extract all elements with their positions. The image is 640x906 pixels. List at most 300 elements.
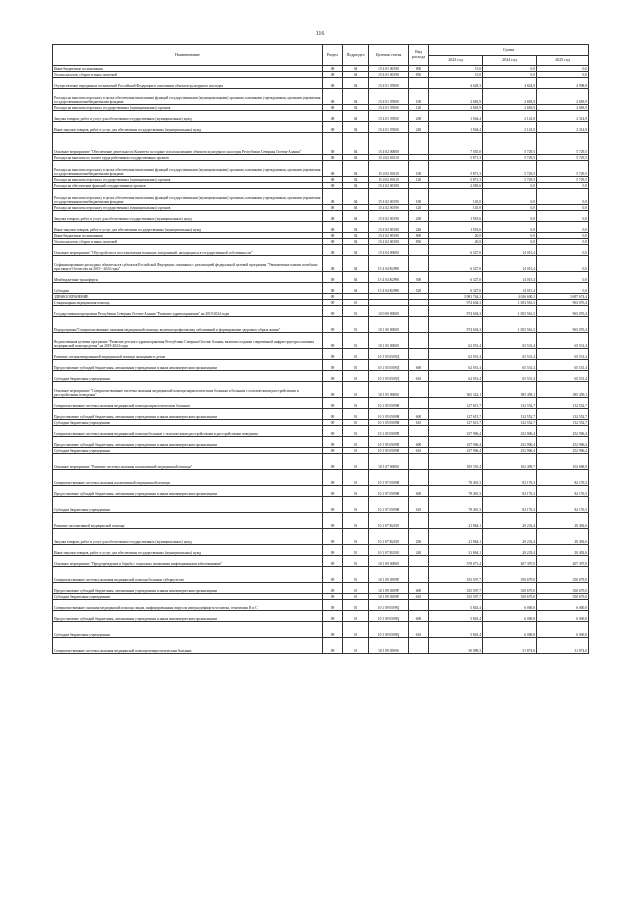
budget-table bbox=[52, 44, 589, 654]
cell-target: 15 4 01 59500 bbox=[369, 122, 409, 133]
cell-target: 10 1 09 0509Р bbox=[369, 567, 409, 583]
cell-name: Расходы на выплаты по оплате труда работников государственных органов bbox=[53, 155, 323, 161]
cell-2024: 82 176,3 bbox=[483, 486, 537, 497]
table-row bbox=[53, 426, 589, 437]
cell-2024: 132 552,7 bbox=[483, 420, 537, 426]
cell-kind: 600 bbox=[409, 583, 429, 594]
cell-subsection: 01 bbox=[343, 409, 369, 420]
cell-2025: 5 729,5 bbox=[537, 155, 589, 161]
cell-subsection: 04 bbox=[343, 222, 369, 233]
cell-kind bbox=[409, 245, 429, 256]
cell-name: Межбюджетные трансферты bbox=[53, 272, 323, 283]
cell-section: 08 bbox=[323, 183, 343, 189]
cell-2024: 0,0 bbox=[483, 211, 537, 222]
cell-kind bbox=[409, 600, 429, 611]
table-row bbox=[53, 567, 589, 583]
table-row bbox=[53, 513, 589, 529]
cell-target: 10 1 09 00000 bbox=[369, 556, 409, 567]
cell-name: Закупка товаров, работ и услуг для обеспечения государственных (муниципальных) нужд bbox=[53, 111, 323, 122]
table-row bbox=[53, 111, 589, 122]
cell-name: Иные закупки товаров, работ и услуг для обеспечения государственных (муниципальных) нужд bbox=[53, 222, 323, 233]
cell-2023: 1 918,6 bbox=[429, 211, 483, 222]
cell-2024: 0,0 bbox=[483, 222, 537, 233]
cell-section: 09 bbox=[323, 333, 343, 349]
cell-subsection: 04 bbox=[343, 205, 369, 211]
cell-2023: 5 871,3 bbox=[429, 177, 483, 183]
cell-2025: 6 000,0 bbox=[537, 622, 589, 638]
cell-target: 10 1 05 0509П bbox=[369, 437, 409, 448]
cell-subsection: 01 bbox=[343, 470, 369, 486]
cell-subsection: 04 bbox=[343, 133, 369, 155]
cell-2025: 132 552,7 bbox=[537, 398, 589, 409]
cell-target: 10 1 07 R2010 bbox=[369, 545, 409, 556]
cell-name: Совершенствование системы оказания медицинской помощи больным туберкулезом bbox=[53, 567, 323, 583]
cell-name: Предоставление субсидий бюджетным, автономным учреждениям и иным некоммерческим организациям bbox=[53, 409, 323, 420]
cell-subsection: 04 bbox=[343, 256, 369, 272]
cell-target: 10 1 09 0509Q bbox=[369, 600, 409, 611]
cell-target: 10 1 09 0509Р bbox=[369, 594, 409, 600]
cell-2024: 2 683,9 bbox=[483, 105, 537, 111]
cell-2025: 4 998,8 bbox=[537, 78, 589, 89]
cell-target: 10 0 00 00000 bbox=[369, 306, 409, 317]
cell-2023: 127 615,7 bbox=[429, 420, 483, 426]
cell-name: Расходы на выплаты персоналу государственных (муниципальных) органов bbox=[53, 105, 323, 111]
cell-kind: 200 bbox=[409, 529, 429, 545]
cell-section: 09 bbox=[323, 611, 343, 622]
cell-2023: 15,0 bbox=[429, 66, 483, 72]
table-row bbox=[53, 283, 589, 294]
cell-2025: 20 492,6 bbox=[537, 513, 589, 529]
cell-2023: 237 906,4 bbox=[429, 448, 483, 454]
table-row bbox=[53, 245, 589, 256]
cell-kind: 500 bbox=[409, 272, 429, 283]
table-row bbox=[53, 122, 589, 133]
cell-name: Расходы на выплаты персоналу в целях обеспечения выполнения функций государственными (муниципальными) органами, казенными учреждениями, органами управления государственными внебюджетными фондами bbox=[53, 189, 323, 205]
cell-2025: 252 906,4 bbox=[537, 448, 589, 454]
cell-subsection: 04 bbox=[343, 161, 369, 177]
cell-2025: 82 176,3 bbox=[537, 497, 589, 513]
cell-section: 09 bbox=[323, 454, 343, 470]
cell-section: 08 bbox=[323, 189, 343, 205]
table-row bbox=[53, 437, 589, 448]
cell-kind: 100 bbox=[409, 89, 429, 105]
cell-2023: 78 491,3 bbox=[429, 497, 483, 513]
cell-section: 09 bbox=[323, 382, 343, 398]
cell-subsection: 01 bbox=[343, 426, 369, 437]
cell-2025: 5 729,5 bbox=[537, 133, 589, 155]
cell-section: 09 bbox=[323, 306, 343, 317]
cell-kind: 600 bbox=[409, 611, 429, 622]
header-2023: 2023 год bbox=[429, 56, 483, 66]
table-row bbox=[53, 638, 589, 654]
cell-section: 08 bbox=[323, 211, 343, 222]
cell-2023: 5 843,4 bbox=[429, 611, 483, 622]
cell-2023: 21 864,1 bbox=[429, 529, 483, 545]
cell-2024: 5 729,5 bbox=[483, 177, 537, 183]
cell-name: Основное мероприятие "Предупреждение и борьба с социально значимыми инфекционными заболеваниями" bbox=[53, 556, 323, 567]
cell-subsection: 01 bbox=[343, 611, 369, 622]
cell-subsection: 01 bbox=[343, 454, 369, 470]
cell-2023: 20,0 bbox=[429, 239, 483, 245]
cell-section: 08 bbox=[323, 161, 343, 177]
cell-name: Совершенствование системы оказания медицинской помощи наркологическим больным bbox=[53, 398, 323, 409]
cell-2023: 6 327,0 bbox=[429, 283, 483, 294]
cell-subsection: 01 bbox=[343, 420, 369, 426]
cell-section: 09 bbox=[323, 371, 343, 382]
cell-name: Совершенствование системы оказания медицинской помощи венерологическим больным bbox=[53, 638, 323, 654]
cell-2023: 5 843,4 bbox=[429, 600, 483, 611]
header-2025: 2025 год bbox=[537, 56, 589, 66]
cell-name: Предоставление субсидий бюджетным, автономным учреждениям и иным некоммерческим организациям bbox=[53, 360, 323, 371]
cell-2023: 1 944,4 bbox=[429, 122, 483, 133]
cell-kind: 200 bbox=[409, 111, 429, 122]
cell-2025: 963 076,4 bbox=[537, 306, 589, 317]
cell-section: 09 bbox=[323, 448, 343, 454]
cell-2025: 3 697 674,4 bbox=[537, 294, 589, 300]
cell-section: 09 bbox=[323, 409, 343, 420]
cell-target: 15 4 01 59500 bbox=[369, 78, 409, 89]
cell-2025: 0,0 bbox=[537, 233, 589, 239]
table-row bbox=[53, 497, 589, 513]
cell-name: Субсидии бюджетным учреждениям bbox=[53, 594, 323, 600]
cell-section: 08 bbox=[323, 256, 343, 272]
cell-section: 08 bbox=[323, 133, 343, 155]
cell-section: 09 bbox=[323, 638, 343, 654]
cell-2023: 145,0 bbox=[429, 189, 483, 205]
cell-name: Субсидии бюджетным учреждениям bbox=[53, 420, 323, 426]
cell-kind: 610 bbox=[409, 594, 429, 600]
header-name: Наименование bbox=[53, 45, 323, 66]
cell-target: 15 4 01 00190 bbox=[369, 72, 409, 78]
cell-target: 15 4 02 00000 bbox=[369, 133, 409, 155]
table-row bbox=[53, 371, 589, 382]
table-row bbox=[53, 333, 589, 349]
cell-name: Основное мероприятие "Обустройство и восстановление воинских захоронений, находящихся в государственной собственности" bbox=[53, 245, 323, 256]
cell-subsection: 04 bbox=[343, 283, 369, 294]
cell-section: 08 bbox=[323, 283, 343, 294]
cell-name: Софинансирование расходных обязательств субъектов Российской Федерации, связанных с реализацией федеральной целевой программы "Увековечение памяти погибших при защите Отечества на 2019 - 2024 годы" bbox=[53, 256, 323, 272]
cell-2025: 102 668,9 bbox=[537, 454, 589, 470]
cell-2024: 5 729,5 bbox=[483, 161, 537, 177]
cell-kind bbox=[409, 470, 429, 486]
cell-target: 15 4 02 00110 bbox=[369, 155, 409, 161]
cell-subsection: 04 bbox=[343, 122, 369, 133]
cell-kind: 610 bbox=[409, 497, 429, 513]
cell-2024: 6 000,0 bbox=[483, 600, 537, 611]
cell-section: 09 bbox=[323, 294, 343, 300]
cell-kind: 200 bbox=[409, 211, 429, 222]
cell-2025: 0,0 bbox=[537, 256, 589, 272]
cell-kind: 610 bbox=[409, 420, 429, 426]
cell-2025: 0,0 bbox=[537, 272, 589, 283]
cell-2025: 2 683,9 bbox=[537, 105, 589, 111]
cell-2025: 5 729,5 bbox=[537, 161, 589, 177]
cell-subsection: 01 bbox=[343, 349, 369, 360]
cell-kind bbox=[409, 317, 429, 333]
table-row bbox=[53, 486, 589, 497]
cell-2024: 65 531,4 bbox=[483, 360, 537, 371]
cell-name: Предоставление субсидий бюджетным, автономным учреждениям и иным некоммерческим организациям bbox=[53, 611, 323, 622]
cell-2023: 127 615,7 bbox=[429, 398, 483, 409]
cell-name: Расходы на выплаты персоналу в целях обеспечения выполнения функций государственными (муниципальными) органами, казенными учреждениями, органами управления государственными внебюджетными фондами bbox=[53, 89, 323, 105]
cell-2023: 100 355,4 bbox=[429, 454, 483, 470]
cell-kind: 100 bbox=[409, 189, 429, 205]
cell-section: 09 bbox=[323, 556, 343, 567]
cell-target: 15 4 02 00190 bbox=[369, 189, 409, 205]
cell-2025: 5 729,5 bbox=[537, 177, 589, 183]
cell-section: 09 bbox=[323, 470, 343, 486]
cell-2024: 4 824,9 bbox=[483, 78, 537, 89]
cell-2023: 974 604,3 bbox=[429, 300, 483, 306]
cell-2023: 365 322,1 bbox=[429, 382, 483, 398]
cell-subsection: 01 bbox=[343, 638, 369, 654]
cell-target: 10 1 09 0509Q bbox=[369, 622, 409, 638]
header-sum: Сумма bbox=[429, 45, 589, 56]
cell-2023: 237 906,4 bbox=[429, 437, 483, 448]
cell-name: Расходы на выплаты персоналу государственных (муниципальных) органов bbox=[53, 205, 323, 211]
cell-2024: 20 233,4 bbox=[483, 529, 537, 545]
cell-2025: 385 459,1 bbox=[537, 382, 589, 398]
cell-target: 10 1 05 0509Н bbox=[369, 398, 409, 409]
cell-2025: 252 906,4 bbox=[537, 426, 589, 437]
table-row bbox=[53, 611, 589, 622]
cell-2024: 1 053 561,3 bbox=[483, 317, 537, 333]
cell-section: 08 bbox=[323, 111, 343, 122]
cell-target: 15 4 01 59500 bbox=[369, 105, 409, 111]
table-row bbox=[53, 78, 589, 89]
cell-2025: 6 000,0 bbox=[537, 600, 589, 611]
cell-section: 09 bbox=[323, 513, 343, 529]
cell-kind bbox=[409, 133, 429, 155]
cell-section: 09 bbox=[323, 420, 343, 426]
cell-section: 08 bbox=[323, 105, 343, 111]
cell-2025: 0,0 bbox=[537, 189, 589, 205]
cell-kind: 600 bbox=[409, 486, 429, 497]
cell-2024: 31 874,0 bbox=[483, 638, 537, 654]
cell-subsection: 04 bbox=[343, 211, 369, 222]
cell-subsection: 04 bbox=[343, 72, 369, 78]
cell-section: 09 bbox=[323, 622, 343, 638]
cell-section: 08 bbox=[323, 245, 343, 256]
cell-kind: 120 bbox=[409, 177, 429, 183]
table-header bbox=[53, 45, 589, 66]
cell-name: Предоставление субсидий бюджетным, автономным учреждениям и иным некоммерческим организациям bbox=[53, 437, 323, 448]
cell-kind: 600 bbox=[409, 360, 429, 371]
cell-name: Осуществление переданных полномочий Российской Федерации в отношении объектов культурного наследия bbox=[53, 78, 323, 89]
cell-2023: 1 918,6 bbox=[429, 222, 483, 233]
cell-name: Подпрограмма"Совершенствование оказания медицинской помощи, включая профилактику заболеваний и формирование здорового образа жизни" bbox=[53, 317, 323, 333]
cell-section: 08 bbox=[323, 66, 343, 72]
cell-target: 10 1 07 0509Н bbox=[369, 497, 409, 513]
table-row bbox=[53, 583, 589, 594]
cell-name: ЗДРАВООХРАНЕНИЕ bbox=[53, 294, 323, 300]
table-row bbox=[53, 382, 589, 398]
cell-2023: 378 071,4 bbox=[429, 556, 483, 567]
cell-kind: 600 bbox=[409, 437, 429, 448]
cell-2023: 5 843,4 bbox=[429, 622, 483, 638]
cell-kind: 800 bbox=[409, 233, 429, 239]
cell-target: 10 1 05 0509Н bbox=[369, 409, 409, 420]
cell-name: Развитие паллиативной медицинской помощи bbox=[53, 513, 323, 529]
cell-subsection: 01 bbox=[343, 600, 369, 611]
cell-subsection: 04 bbox=[343, 89, 369, 105]
cell-target: 10 1 09 0509Q bbox=[369, 611, 409, 622]
cell-2025: 132 552,7 bbox=[537, 420, 589, 426]
cell-2025: 407 397,0 bbox=[537, 556, 589, 567]
cell-2024: 2 683,9 bbox=[483, 89, 537, 105]
cell-target: 15 4 04 R2990 bbox=[369, 272, 409, 283]
cell-name: Субсидии бюджетным учреждениям bbox=[53, 497, 323, 513]
cell-2024: 14 015,4 bbox=[483, 256, 537, 272]
cell-2025: 31 874,0 bbox=[537, 638, 589, 654]
cell-2024: 252 906,4 bbox=[483, 426, 537, 437]
cell-subsection: 01 bbox=[343, 567, 369, 583]
cell-2024: 5 729,5 bbox=[483, 155, 537, 161]
cell-target: 10 1 07 0509Н bbox=[369, 486, 409, 497]
cell-section: 08 bbox=[323, 155, 343, 161]
cell-section: 08 bbox=[323, 89, 343, 105]
table-row bbox=[53, 349, 589, 360]
cell-section: 09 bbox=[323, 317, 343, 333]
cell-subsection: 01 bbox=[343, 371, 369, 382]
cell-section: 08 bbox=[323, 122, 343, 133]
cell-target: 15 4 02 00190 bbox=[369, 183, 409, 189]
cell-name: Расходы на выплаты персоналу в целях обеспечения выполнения функций государственными (муниципальными) органами, казенными учреждениями, органами управления государственными внебюджетными фондами bbox=[53, 161, 323, 177]
cell-2024: 20 233,4 bbox=[483, 545, 537, 556]
cell-2023: 974 604,3 bbox=[429, 317, 483, 333]
cell-target: 15 4 01 59500 bbox=[369, 89, 409, 105]
cell-kind: 240 bbox=[409, 122, 429, 133]
cell-target: 10 1 07 R2010 bbox=[369, 529, 409, 545]
cell-2024: 82 176,3 bbox=[483, 470, 537, 486]
cell-subsection: 01 bbox=[343, 529, 369, 545]
cell-kind bbox=[409, 398, 429, 409]
page-number: 116 bbox=[315, 31, 325, 37]
table-row bbox=[53, 622, 589, 638]
cell-target: 10 1 09 0509Р bbox=[369, 583, 409, 594]
cell-name: Иные бюджетные ассигнования bbox=[53, 233, 323, 239]
cell-kind: 610 bbox=[409, 448, 429, 454]
cell-kind bbox=[409, 567, 429, 583]
cell-2024: 0,0 bbox=[483, 66, 537, 72]
table-row bbox=[53, 556, 589, 567]
cell-section: 08 bbox=[323, 222, 343, 233]
cell-2023: 6 327,0 bbox=[429, 245, 483, 256]
cell-subsection: 04 bbox=[343, 155, 369, 161]
cell-name: Субсидии bbox=[53, 283, 323, 294]
cell-2023: 7 055,0 bbox=[429, 133, 483, 155]
cell-2025: 2 314,9 bbox=[537, 111, 589, 122]
cell-subsection: 01 bbox=[343, 583, 369, 594]
cell-subsection: 04 bbox=[343, 272, 369, 283]
cell-subsection: 01 bbox=[343, 448, 369, 454]
cell-2024: 14 015,4 bbox=[483, 272, 537, 283]
cell-target: 10 1 05 0509Д bbox=[369, 360, 409, 371]
cell-name: Предоставление субсидий бюджетным, автономным учреждениям и иным некоммерческим организациям bbox=[53, 486, 323, 497]
cell-target: 15 4 02 00190 bbox=[369, 239, 409, 245]
table-row bbox=[53, 133, 589, 155]
cell-section: 09 bbox=[323, 529, 343, 545]
cell-2024: 1 053 561,3 bbox=[483, 306, 537, 317]
table-row bbox=[53, 222, 589, 233]
cell-kind bbox=[409, 306, 429, 317]
cell-subsection: 04 bbox=[343, 189, 369, 205]
cell-2025: 350 679,0 bbox=[537, 594, 589, 600]
table-row bbox=[53, 272, 589, 283]
cell-kind bbox=[409, 454, 429, 470]
cell-section: 08 bbox=[323, 205, 343, 211]
cell-subsection: 01 bbox=[343, 306, 369, 317]
cell-name: Стационарная медицинская помощь bbox=[53, 300, 323, 306]
cell-2023: 78 491,3 bbox=[429, 470, 483, 486]
table-row bbox=[53, 398, 589, 409]
cell-kind: 120 bbox=[409, 105, 429, 111]
cell-2023: 237 906,4 bbox=[429, 426, 483, 437]
cell-2023: 15,0 bbox=[429, 72, 483, 78]
cell-section: 08 bbox=[323, 233, 343, 239]
cell-2025: 65 531,4 bbox=[537, 349, 589, 360]
cell-2025: 0,0 bbox=[537, 211, 589, 222]
cell-2024: 132 552,7 bbox=[483, 398, 537, 409]
cell-target: 15 4 04 00000 bbox=[369, 245, 409, 256]
cell-2024: 350 679,0 bbox=[483, 567, 537, 583]
cell-target: 10 1 07 00000 bbox=[369, 454, 409, 470]
cell-2024: 385 459,1 bbox=[483, 382, 537, 398]
cell-section: 09 bbox=[323, 426, 343, 437]
cell-target: 10 1 05 0509Д bbox=[369, 349, 409, 360]
cell-2024: 5 729,5 bbox=[483, 133, 537, 155]
cell-name: Расходы на обеспечение функций государственных органов bbox=[53, 183, 323, 189]
cell-2025: 65 531,4 bbox=[537, 333, 589, 349]
table-row bbox=[53, 306, 589, 317]
cell-name: Основное мероприятие "Обеспечение деятельности Комитета по охране и использованию объектов культурного наследия Республики Северная Осетия-Алания" bbox=[53, 133, 323, 155]
cell-subsection: 01 bbox=[343, 317, 369, 333]
cell-2024: 0,0 bbox=[483, 233, 537, 239]
cell-2023: 30 089,3 bbox=[429, 638, 483, 654]
cell-subsection: 01 bbox=[343, 398, 369, 409]
cell-kind: 520 bbox=[409, 283, 429, 294]
cell-subsection: 01 bbox=[343, 382, 369, 398]
cell-2024: 6 000,0 bbox=[483, 611, 537, 622]
cell-2024: 20 233,4 bbox=[483, 513, 537, 529]
cell-subsection: 01 bbox=[343, 545, 369, 556]
cell-subsection: 04 bbox=[343, 78, 369, 89]
cell-name: Уплата налогов, сборов и иных платежей bbox=[53, 239, 323, 245]
cell-2025: 20 492,6 bbox=[537, 529, 589, 545]
cell-kind: 850 bbox=[409, 239, 429, 245]
cell-kind: 610 bbox=[409, 622, 429, 638]
table-row bbox=[53, 454, 589, 470]
cell-target: 15 4 02 00190 bbox=[369, 211, 409, 222]
cell-name: Иные закупки товаров, работ и услуг для обеспечения государственных (муниципальных) нужд bbox=[53, 122, 323, 133]
cell-2023: 62 051,4 bbox=[429, 333, 483, 349]
cell-2024: 82 176,3 bbox=[483, 497, 537, 513]
cell-subsection: 01 bbox=[343, 300, 369, 306]
table-body bbox=[53, 66, 589, 654]
cell-2024: 1 053 561,3 bbox=[483, 300, 537, 306]
cell-2024: 2 141,0 bbox=[483, 111, 537, 122]
cell-section: 08 bbox=[323, 239, 343, 245]
cell-2025: 65 531,4 bbox=[537, 360, 589, 371]
cell-name: Государственная программа Республики Северная Осетия-Алания "Развитие здравоохранения" на 2019-2024 годы bbox=[53, 306, 323, 317]
cell-2024: 350 679,0 bbox=[483, 594, 537, 600]
cell-section: 09 bbox=[323, 360, 343, 371]
cell-name: Иные бюджетные ассигнования bbox=[53, 66, 323, 72]
cell-2023: 21 864,1 bbox=[429, 513, 483, 529]
cell-2023: 20,0 bbox=[429, 233, 483, 239]
cell-2023: 21 864,1 bbox=[429, 545, 483, 556]
cell-name: Закупка товаров, работ и услуг для обеспечения государственных (муниципальных) нужд bbox=[53, 211, 323, 222]
